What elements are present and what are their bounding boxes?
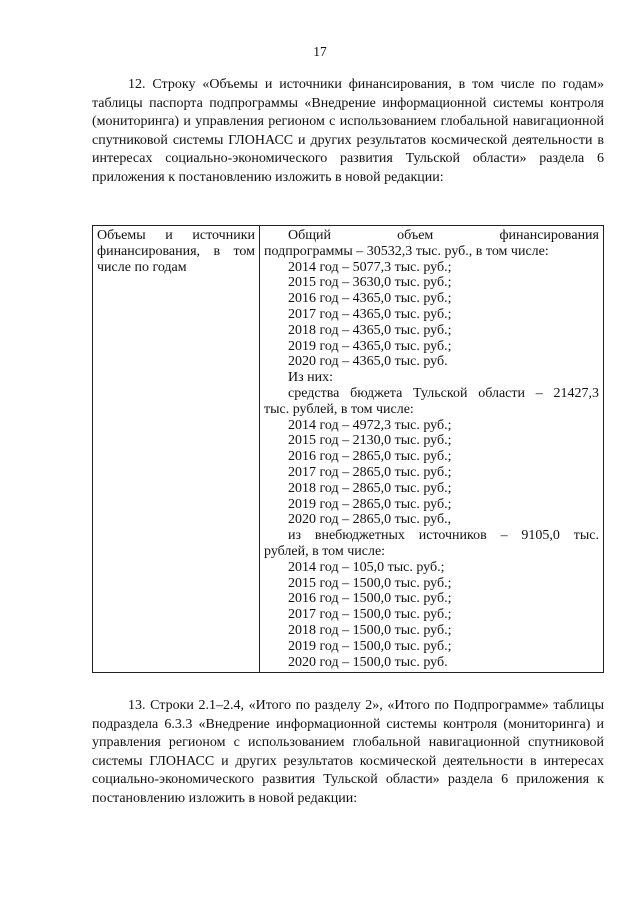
- budget-year-2016: 2016 год – 2865,0 тыс. руб.;: [288, 449, 452, 465]
- extra-year-2017: 2017 год – 1500,0 тыс. руб.;: [288, 607, 452, 623]
- total-year-2019: 2019 год – 4365,0 тыс. руб.;: [288, 338, 452, 354]
- paragraph-12: [92, 76, 604, 188]
- budget-intro-line2: тыс. рублей, в том числе:: [264, 401, 414, 417]
- extra-year-2014: 2014 год – 105,0 тыс. руб.;: [288, 559, 445, 575]
- total-year-2018: 2018 год – 4365,0 тыс. руб.;: [288, 322, 452, 338]
- extra-intro-line1: из внебюджетных источников – 9105,0 тыс.: [288, 528, 599, 544]
- paragraph-12-text: 12. Строку «Объемы и источники финансирования, в том числе по годам» таблицы паспорта подпрограммы «Внедрение информационной системы контроля (мониторинга) и управления регионом с использованием глобальной навигационной спутниковой системы ГЛОНАСС и других результатов космической деятельности в интересах социально-экономического развития Тульской области» раздела 6 приложения к постановлению изложить в новой редакции:: [92, 77, 604, 185]
- total-intro-line2: подпрограммы – 30532,3 тыс. руб., в том числе:: [264, 243, 549, 259]
- total-year-2016: 2016 год – 4365,0 тыс. руб.;: [288, 291, 452, 307]
- extra-year-2016: 2016 год – 1500,0 тыс. руб.;: [288, 591, 452, 607]
- of-them-line: Из них:: [288, 370, 334, 386]
- budget-intro-line1: средства бюджета Тульской области – 21427,3: [288, 385, 599, 401]
- extra-year-2015: 2015 год – 1500,0 тыс. руб.;: [288, 575, 452, 591]
- budget-year-2020: 2020 год – 2865,0 тыс. руб.,: [288, 512, 452, 528]
- budget-year-2018: 2018 год – 2865,0 тыс. руб.;: [288, 480, 452, 496]
- total-intro-line1: Общий объем финансирования: [288, 228, 599, 243]
- budget-year-2019: 2019 год – 2865,0 тыс. руб.;: [288, 496, 452, 512]
- total-year-2015: 2015 год – 3630,0 тыс. руб.;: [288, 275, 452, 291]
- budget-year-2014: 2014 год – 4972,3 тыс. руб.;: [288, 417, 452, 433]
- total-year-2017: 2017 год – 4365,0 тыс. руб.;: [288, 306, 452, 322]
- financing-table-row: [93, 226, 604, 673]
- paragraph-13: [92, 697, 604, 809]
- financing-table: [92, 225, 604, 673]
- financing-label: Объемы и источники финансирования, в том числе по годам: [97, 228, 255, 275]
- extra-year-2019: 2019 год – 1500,0 тыс. руб.;: [288, 638, 452, 654]
- extra-year-2020: 2020 год – 1500,0 тыс. руб.: [288, 654, 448, 670]
- extra-intro-line2: рублей, в том числе:: [264, 543, 386, 559]
- total-year-2020: 2020 год – 4365,0 тыс. руб.: [288, 354, 448, 370]
- budget-year-2015: 2015 год – 2130,0 тыс. руб.;: [288, 433, 452, 449]
- total-year-2014: 2014 год – 5077,3 тыс. руб.;: [288, 259, 452, 275]
- paragraph-13-text: 13. Строки 2.1–2.4, «Итого по разделу 2», «Итого по Подпрограмме» таблицы подраздела 6.3.3 «Внедрение информационной системы контроля (мониторинга) и управления регионом с использованием глобальной навигационной спутниковой системы ГЛОНАСС и других результатов космической деятельности в интересах социально-экономического развития Тульской области» раздела 6 приложения к постановлению изложить в новой редакции:: [92, 698, 604, 806]
- budget-year-2017: 2017 год – 2865,0 тыс. руб.;: [288, 464, 452, 480]
- page-number: 17: [313, 44, 327, 59]
- extra-year-2018: 2018 год – 1500,0 тыс. руб.;: [288, 622, 452, 638]
- financing-content-cell: [260, 226, 604, 673]
- financing-label-cell: [93, 226, 260, 673]
